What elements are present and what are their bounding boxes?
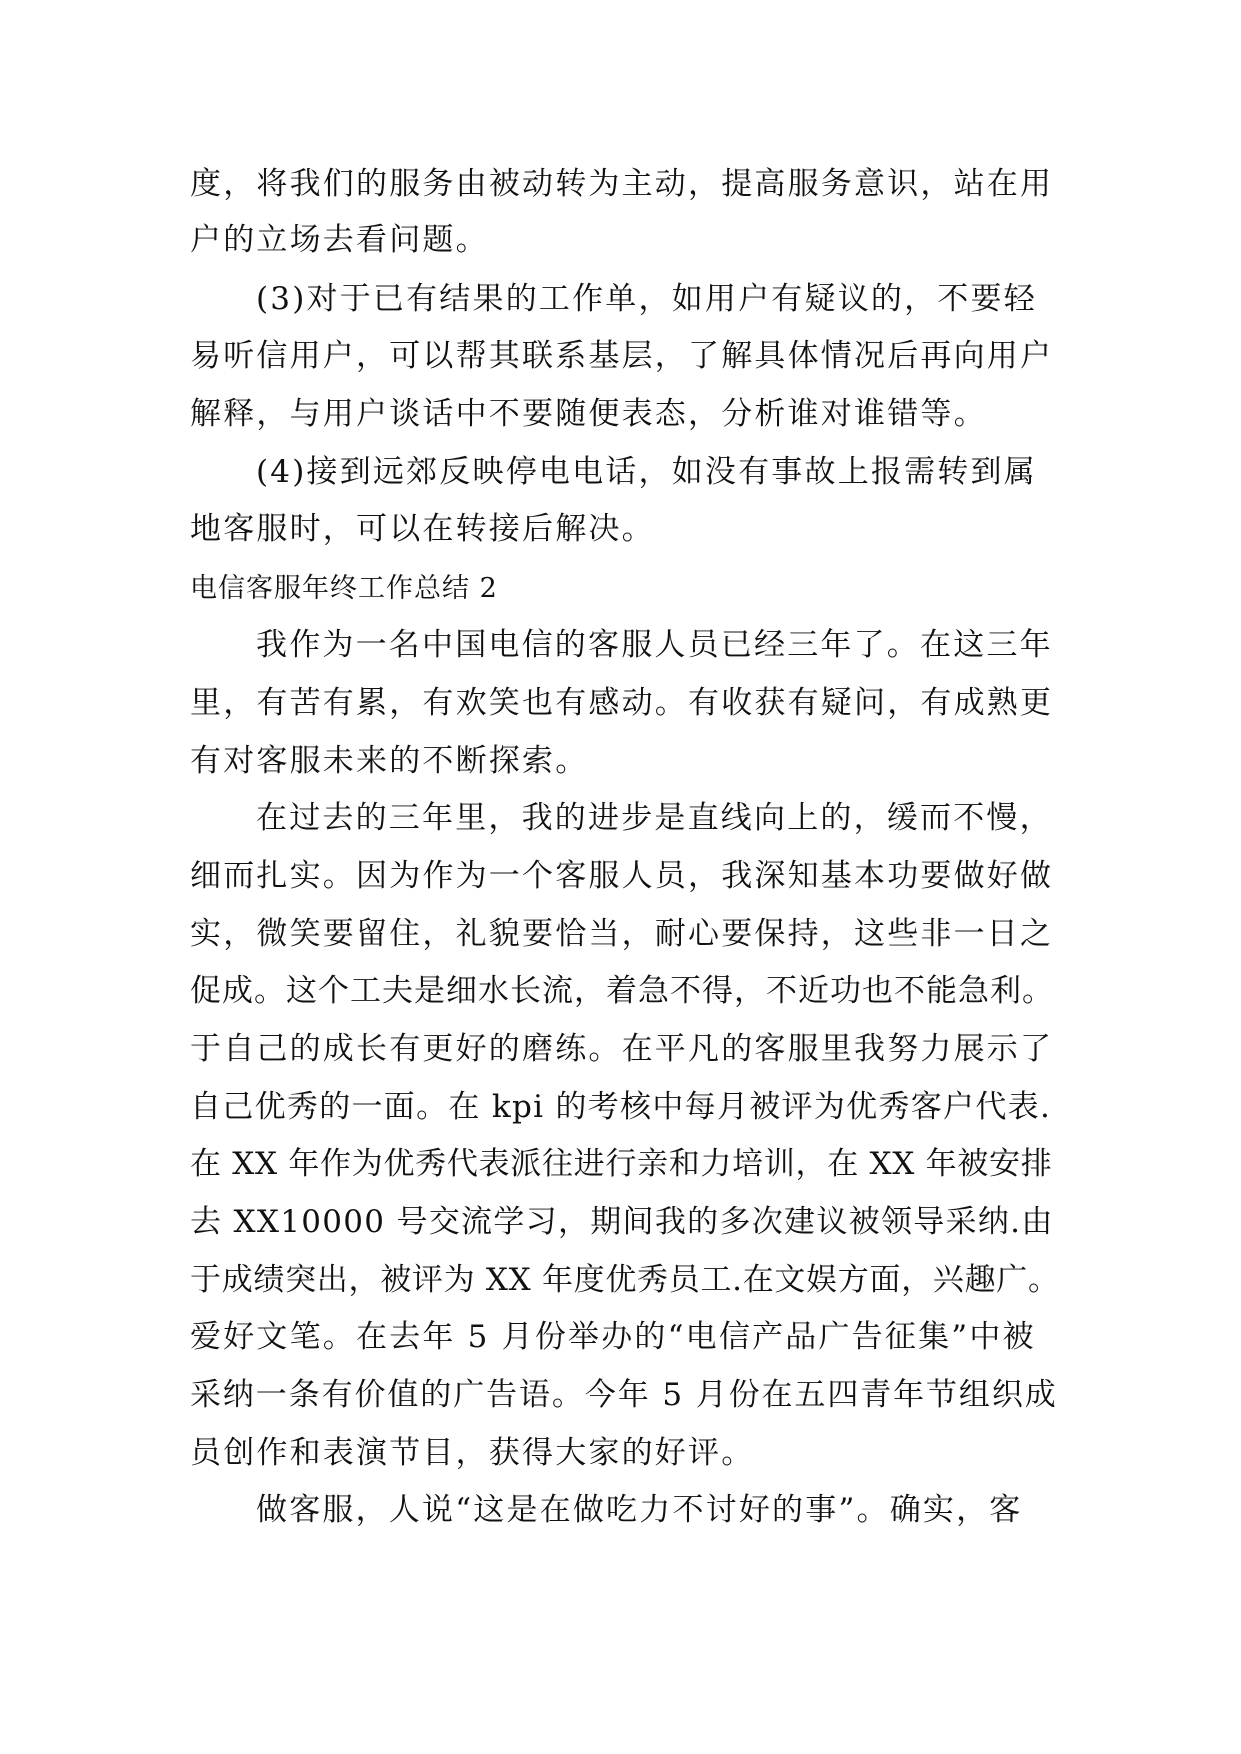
text-line: 于自己的成长有更好的磨练。在平凡的客服里我努力展示了: [190, 1031, 1054, 1067]
text-line: 度，将我们的服务由被动转为主动，提高服务意识，站在用: [190, 166, 1054, 202]
text-line: (3)对于已有结果的工作单，如用户有疑议的，不要轻: [256, 281, 1037, 317]
text-line: 做客服，人说“这是在做吃力不讨好的事”。确实，客: [256, 1492, 1023, 1528]
text-line: 去 XX10000 号交流学习，期间我的多次建议被领导采纳.由: [190, 1204, 1054, 1240]
text-line: 自己优秀的一面。在 kpi 的考核中每月被评为优秀客户代表.: [190, 1089, 1052, 1125]
text-line: 在 XX 年作为优秀代表派往进行亲和力培训，在 XX 年被安排: [190, 1146, 1053, 1182]
text-line: 于成绩突出，被评为 XX 年度优秀员工.在文娱方面，兴趣广。: [190, 1262, 1060, 1298]
text-line: 细而扎实。因为作为一个客服人员，我深知基本功要做好做: [190, 858, 1054, 894]
text-line: 户的立场去看问题。: [190, 222, 489, 258]
text-line: 易听信用户，可以帮其联系基层，了解具体情况后再向用户: [190, 338, 1054, 374]
text-line: (4)接到远郊反映停电电话，如没有事故上报需转到属: [256, 454, 1037, 490]
text-line: 地客服时，可以在转接后解决。: [190, 511, 655, 547]
text-line: 爱好文笔。在去年 5 月份举办的“电信产品广告征集”中被: [190, 1319, 1036, 1355]
text-line: 有对客服未来的不断探索。: [190, 743, 589, 779]
text-line: 促成。这个工夫是细水长流，着急不得，不近功也不能急利。: [190, 973, 1054, 1009]
text-line: 里，有苦有累，有欢笑也有感动。有收获有疑问，有成熟更: [190, 685, 1054, 721]
text-line: 员创作和表演节目，获得大家的好评。: [190, 1435, 755, 1471]
text-line: 在过去的三年里，我的进步是直线向上的，缓而不慢，: [256, 800, 1053, 836]
text-line: 我作为一名中国电信的客服人员已经三年了。在这三年: [256, 627, 1053, 663]
text-line: 解释，与用户谈话中不要随便表态，分析谁对谁错等。: [190, 396, 987, 432]
section-heading: 电信客服年终工作总结 2: [190, 573, 498, 604]
text-line: 实，微笑要留住，礼貌要恰当，耐心要保持，这些非一日之: [190, 916, 1054, 952]
text-line: 采纳一条有价值的广告语。今年 5 月份在五四青年节组织成: [190, 1377, 1058, 1413]
